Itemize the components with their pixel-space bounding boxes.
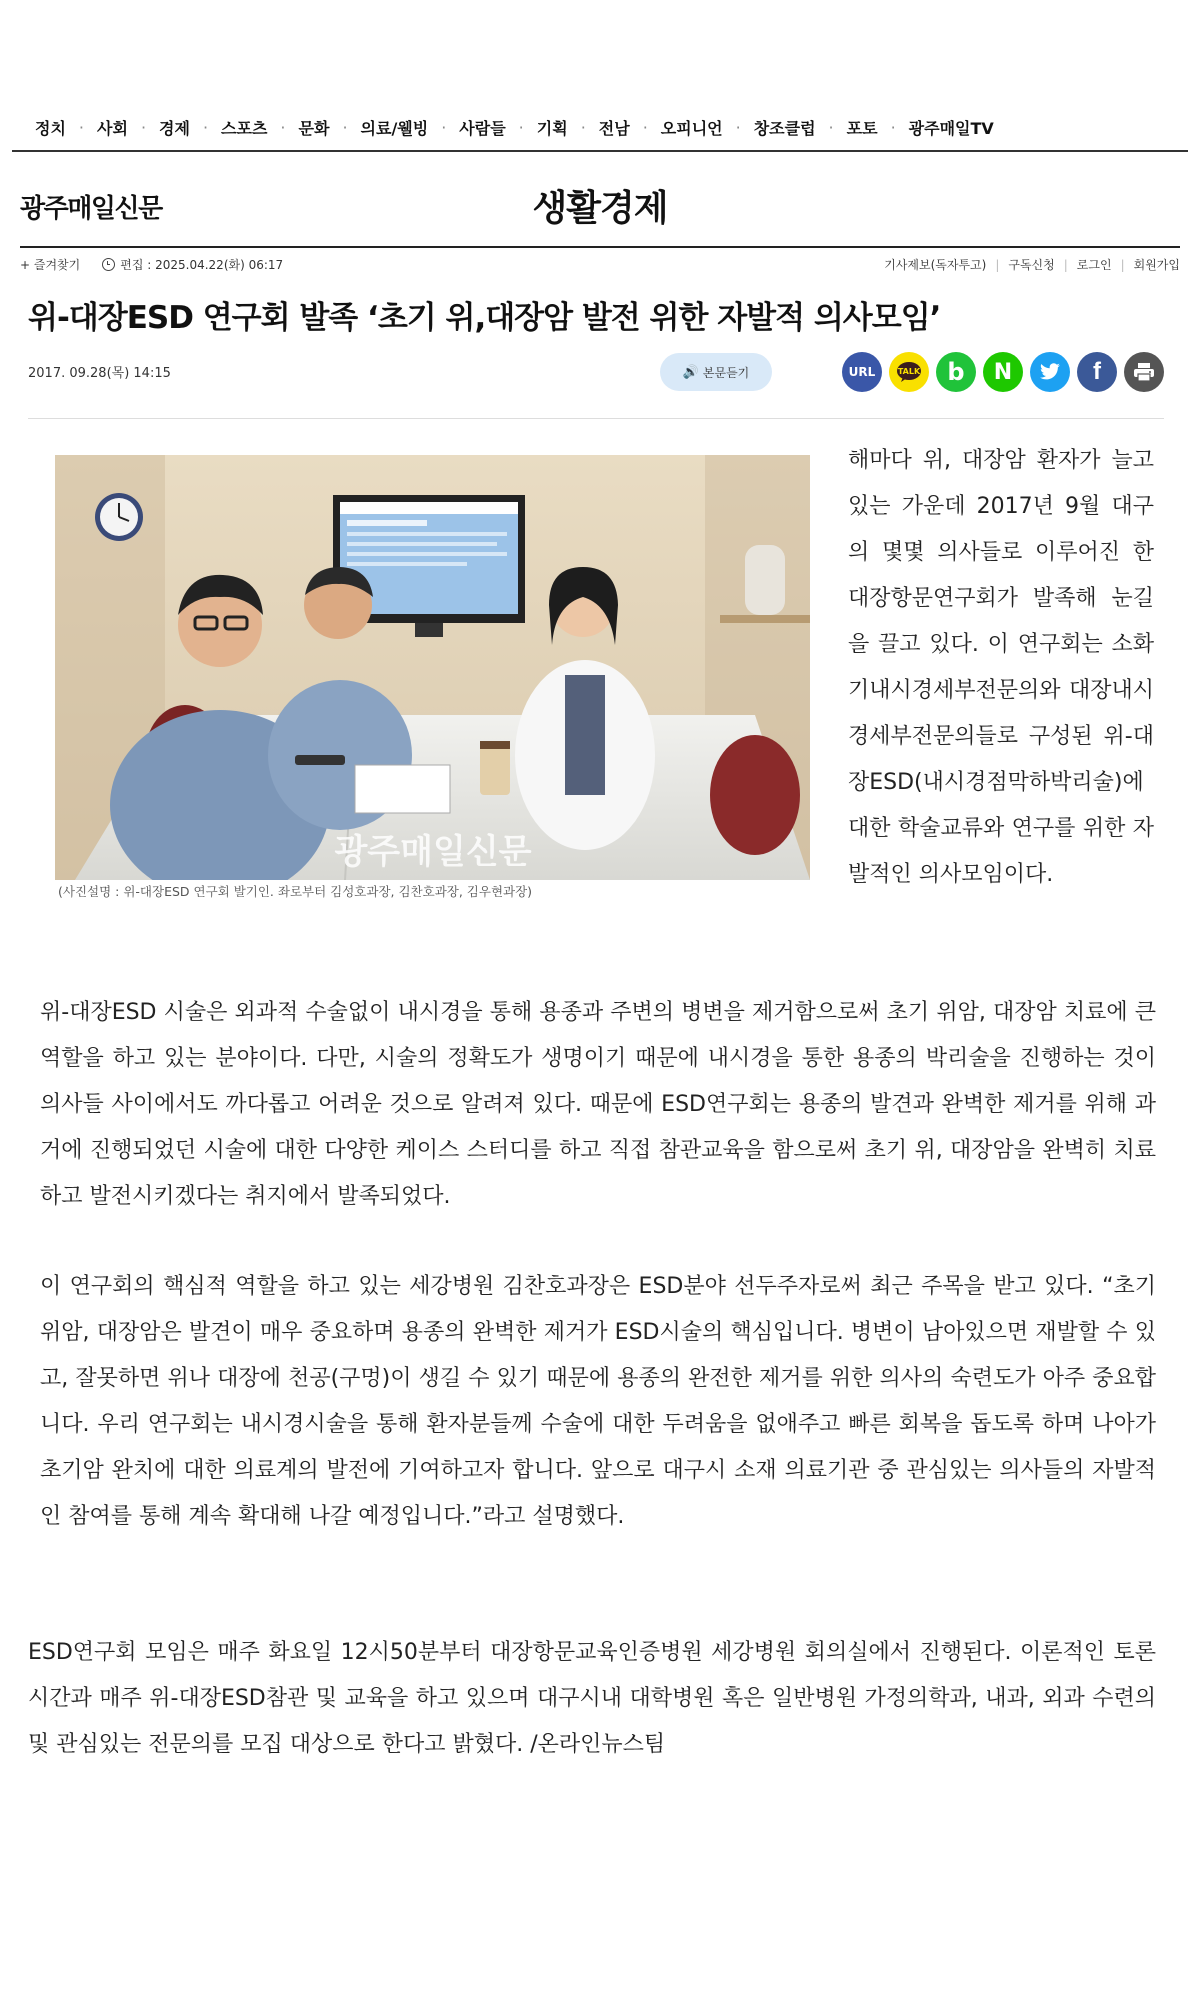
nav-item-sports[interactable]: 스포츠 · [221,117,286,138]
article-paragraph-1: 위-대장ESD 시술은 외과적 수술없이 내시경을 통해 용종과 주변의 병변을 제거함으로써 초기 위암, 대장암 치료에 큰 역할을 하고 있는 분야이다. 다만, 시술의 정확도가 생명이기 때문에 내시경을 통한 용종의 박리술을 진행하는 것이 의사들 사이에서도 까다롭고 어려운 것으로 알려져 있다. 때문에 ESD연구회는 용종의 발견과 완벽한 제거를 위해 과거에 진행되었던 시술에 대한 다양한 케이스 스터디를 하고 직접 참관교육을 함으로써 초기 위, 대장암을 완벽히 치료하고 발전시키겠다는 취지에서 발족되었다. [40,1000,1156,1209]
speaker-icon: 🔊 [682,364,699,380]
share-kakaotalk-button[interactable] [889,352,929,392]
add-favorite-link[interactable]: + 즐겨찾기 [20,258,81,272]
nav-item-health[interactable]: 의료/웰빙 · [360,117,447,138]
share-facebook-button[interactable] [1077,352,1117,392]
share-url-button[interactable]: URL [842,352,882,392]
clock-icon [102,258,115,271]
top-nav [35,110,994,144]
edited-timestamp: 편집 : 2025.04.22(화) 06:17 [120,258,284,272]
nav-item-photo[interactable]: 포토 · [846,117,896,138]
article-photo-image [55,455,810,880]
nav-item-economy[interactable]: 경제 · [159,117,209,138]
print-button[interactable] [1124,352,1164,392]
naver-icon: N [993,359,1013,385]
nav-item-politics[interactable]: 정치 · [35,117,85,138]
share-naver-button[interactable] [983,352,1023,392]
login-link[interactable]: 로그인 [1076,258,1112,272]
nav-item-jeonnam[interactable]: 전남 · [598,117,648,138]
band-icon: b [947,358,965,386]
article-date: 2017. 09.28(목) 14:15 [28,366,171,381]
listen-button[interactable] [660,353,772,391]
nav-item-feature[interactable]: 기획 · [536,117,586,138]
listen-label: 본문듣기 [702,365,750,380]
article-paragraph-2: 이 연구회의 핵심적 역할을 하고 있는 세강병원 김찬호과장은 ESD분야 선두주자로써 최근 주목을 받고 있다. “초기 위암, 대장암은 발견이 매우 중요하며 용종의 완벽한 제거가 ESD시술의 핵심입니다. 병변이 남아있으면 재발할 수 있고, 잘못하면 위나 대장에 천공(구멍)이 생길 수 있기 때문에 용종의 완전한 제거를 위한 의사의 숙련도가 아주 중요합니다. 우리 연구회는 내시경시술을 통해 환자분들께 수술에 대한 두려움을 없애주고 빠른 회복을 돕도록 하며 나아가 초기암 완치에 대한 의료계의 발전에 기여하고자 합니다. 앞으로 대구시 소재 의료기관 중 관심있는 의사들의 자발적인 참여를 통해 계속 확대해 나갈 예정입니다.”라고 설명했다. [40,1274,1156,1529]
nav-item-culture[interactable]: 문화 · [298,117,348,138]
news-tip-link[interactable]: 기사제보(독자투고) [884,258,987,272]
kakaotalk-icon [895,361,923,383]
article-intro-text: 해마다 위, 대장암 환자가 늘고 있는 가운데 2017년 9월 대구의 몇몇 의사들로 이루어진 한 대장항문연구회가 발족해 눈길을 끌고 있다. 이 연구회는 소화기내시경세부전문의와 대장내시경세부전문의들로 구성된 위-대장ESD(내시경점막하박리술)에 대한 학술교류와 연구를 위한 자발적인 의사모임이다. [848,448,1154,887]
utility-bar: + 즐겨찾기 편집 : 2025.04.22(화) 06:17 기사제보(독자투고) | 구독신청 | 로그인 | 회원가입 [20,257,1180,272]
article-headline: 위-대장ESD 연구회 발족 ‘초기 위,대장암 발전 위한 자발적 의사모임’ [28,300,941,336]
masthead-divider [20,246,1180,248]
share-band-button[interactable] [936,352,976,392]
photo-watermark: 광주매일신문 [334,832,532,872]
nav-item-society[interactable]: 사회 · [97,117,147,138]
nav-item-creative-club[interactable]: 창조클럽 · [753,117,834,138]
facebook-icon: f [1093,358,1101,385]
article-photo[interactable] [55,455,810,880]
section-title: 생활경제 [532,188,668,229]
share-bar [842,352,1171,392]
share-twitter-button[interactable] [1030,352,1070,392]
photo-caption: (사진설명 : 위-대장ESD 연구회 발기인. 좌로부터 김성호과장, 김찬호과장, 김우현과장) [58,884,533,899]
printer-icon [1133,362,1155,382]
nav-divider [12,150,1188,152]
twitter-bird-icon [1039,363,1061,381]
article-paragraph-3: ESD연구회 모임은 매주 화요일 12시50분부터 대장항문교육인증병원 세강병원 회의실에서 진행된다. 이론적인 토론시간과 매주 위-대장ESD참관 및 교육을 하고 있으며 대구시내 대학병원 혹은 일반병원 가정의학과, 내과, 외과 수련의 및 관심있는 전문의를 모집 대상으로 한다고 밝혔다. /온라인뉴스팀 [28,1640,1156,1757]
header-divider [28,418,1164,419]
subscribe-link[interactable]: 구독신청 [1008,258,1055,272]
nav-item-tv[interactable]: 광주매일TV [908,118,994,138]
nav-item-opinion[interactable]: 오피니언 · [660,117,741,138]
svg-text:TALK: TALK [897,367,921,376]
nav-item-people[interactable]: 사람들 · [459,117,524,138]
masthead [20,180,1180,236]
site-logo[interactable]: 광주매일신문 [20,194,162,224]
signup-link[interactable]: 회원가입 [1133,258,1180,272]
